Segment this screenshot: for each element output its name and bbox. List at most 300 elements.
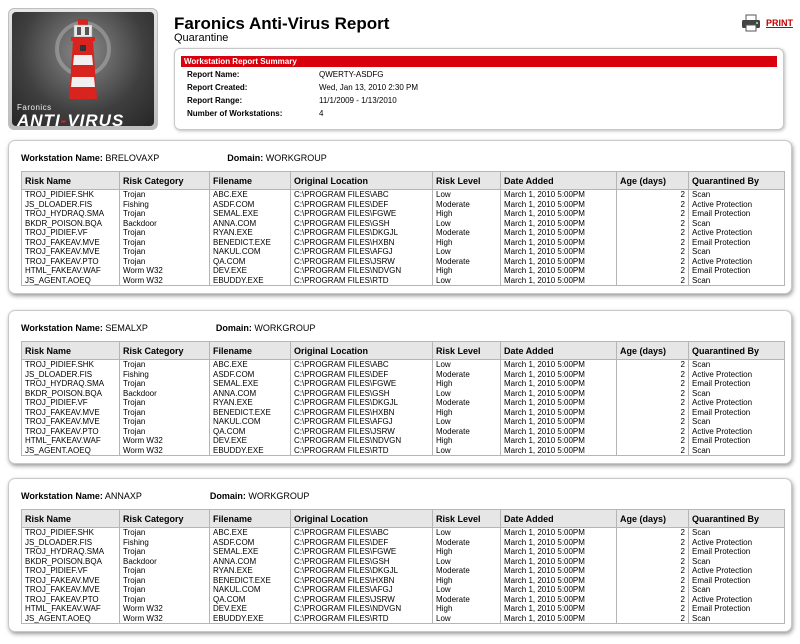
table-cell: March 1, 2010 5:00PM	[501, 276, 617, 286]
brand-main: ANTI	[17, 111, 61, 130]
table-row	[22, 595, 785, 605]
table-row	[22, 436, 785, 446]
table-cell: TROJ_FAKEAV.MVE	[22, 585, 120, 595]
table-cell: TROJ_FAKEAV.MVE	[22, 238, 120, 248]
table-cell: Backdoor	[120, 557, 210, 567]
column-header: Risk Category	[120, 510, 210, 528]
brand-product-name	[17, 111, 124, 130]
table-cell: Backdoor	[120, 219, 210, 229]
table-cell: C:\PROGRAM FILES\HXBN	[291, 238, 433, 248]
workstation-header	[21, 153, 327, 163]
table-cell: Scan	[689, 446, 785, 456]
table-cell: 2	[617, 538, 689, 548]
table-cell: 2	[617, 417, 689, 427]
table-cell: March 1, 2010 5:00PM	[501, 238, 617, 248]
table-cell: ABC.EXE	[210, 360, 291, 370]
table-cell: Email Protection	[689, 238, 785, 248]
table-cell: 2	[617, 266, 689, 276]
table-row	[22, 360, 785, 370]
table-cell: SEMAL.EXE	[210, 547, 291, 557]
table-cell: C:\PROGRAM FILES\RTD	[291, 446, 433, 456]
report-summary	[174, 48, 784, 130]
table-cell: Scan	[689, 585, 785, 595]
table-cell: Trojan	[120, 247, 210, 257]
table-cell: TROJ_HYDRAQ.SMA	[22, 209, 120, 219]
table-cell: 2	[617, 360, 689, 370]
table-cell: March 1, 2010 5:00PM	[501, 614, 617, 624]
table-cell: C:\PROGRAM FILES\FGWE	[291, 547, 433, 557]
table-cell: Worm W32	[120, 604, 210, 614]
table-row	[22, 538, 785, 548]
table-cell: C:\PROGRAM FILES\JSRW	[291, 427, 433, 437]
table-cell: Scan	[689, 276, 785, 286]
table-cell: Moderate	[433, 200, 501, 210]
workstation-name: BRELOVAXP	[105, 153, 160, 163]
workstation-header	[21, 323, 315, 333]
table-cell: March 1, 2010 5:00PM	[501, 538, 617, 548]
table-cell: EBUDDY.EXE	[210, 614, 291, 624]
table-cell: TROJ_PIDIEF.SHK	[22, 528, 120, 538]
table-cell: Fishing	[120, 370, 210, 380]
table-cell: Moderate	[433, 398, 501, 408]
column-header: Original Location	[291, 342, 433, 360]
lighthouse-icon	[53, 15, 113, 103]
table-cell: Fishing	[120, 538, 210, 548]
table-cell: 2	[617, 557, 689, 567]
column-header: Filename	[210, 342, 291, 360]
column-header: Filename	[210, 172, 291, 190]
brand-separator: -	[60, 111, 68, 130]
table-cell: 2	[617, 436, 689, 446]
table-row	[22, 585, 785, 595]
table-header-row	[22, 342, 785, 360]
table-cell: 2	[617, 209, 689, 219]
summary-label: Report Range:	[187, 96, 243, 105]
table-cell: Backdoor	[120, 389, 210, 399]
column-header: Age (days)	[617, 172, 689, 190]
table-cell: ABC.EXE	[210, 528, 291, 538]
column-header: Risk Name	[22, 510, 120, 528]
summary-row	[187, 108, 323, 120]
table-cell: C:\PROGRAM FILES\GSH	[291, 389, 433, 399]
column-header: Quarantined By	[689, 510, 785, 528]
table-cell: TROJ_FAKEAV.MVE	[22, 417, 120, 427]
quarantine-table	[21, 509, 785, 624]
column-header: Original Location	[291, 172, 433, 190]
table-cell: Trojan	[120, 427, 210, 437]
table-cell: March 1, 2010 5:00PM	[501, 436, 617, 446]
summary-value: 4	[319, 109, 324, 118]
table-cell: Trojan	[120, 257, 210, 267]
table-cell: Moderate	[433, 257, 501, 267]
table-cell: Active Protection	[689, 200, 785, 210]
table-cell: March 1, 2010 5:00PM	[501, 604, 617, 614]
table-cell: High	[433, 379, 501, 389]
table-cell: March 1, 2010 5:00PM	[501, 446, 617, 456]
table-cell: QA.COM	[210, 257, 291, 267]
table-cell: TROJ_FAKEAV.MVE	[22, 247, 120, 257]
table-cell: Trojan	[120, 547, 210, 557]
domain-label: Domain:	[209, 491, 246, 501]
table-cell: BENEDICT.EXE	[210, 576, 291, 586]
brand-accent: VIRUS	[67, 111, 125, 130]
table-cell: Trojan	[120, 360, 210, 370]
table-cell: Trojan	[120, 566, 210, 576]
table-cell: C:\PROGRAM FILES\DKGJL	[291, 228, 433, 238]
table-cell: C:\PROGRAM FILES\DEF	[291, 200, 433, 210]
table-cell: Moderate	[433, 370, 501, 380]
table-cell: C:\PROGRAM FILES\RTD	[291, 614, 433, 624]
table-cell: 2	[617, 276, 689, 286]
table-row	[22, 389, 785, 399]
table-cell: March 1, 2010 5:00PM	[501, 200, 617, 210]
table-header-row	[22, 510, 785, 528]
domain-name: WORKGROUP	[265, 153, 327, 163]
table-cell: SEMAL.EXE	[210, 379, 291, 389]
printer-icon	[740, 14, 762, 32]
table-cell: C:\PROGRAM FILES\DEF	[291, 538, 433, 548]
quarantine-table	[21, 341, 785, 456]
table-cell: Trojan	[120, 585, 210, 595]
table-cell: TROJ_HYDRAQ.SMA	[22, 547, 120, 557]
table-row	[22, 257, 785, 267]
column-header: Date Added	[501, 172, 617, 190]
table-cell: 2	[617, 219, 689, 229]
table-cell: Worm W32	[120, 276, 210, 286]
table-cell: ANNA.COM	[210, 219, 291, 229]
summary-label: Number of Workstations:	[187, 109, 283, 118]
table-cell: Scan	[689, 360, 785, 370]
table-cell: March 1, 2010 5:00PM	[501, 408, 617, 418]
table-cell: BKDR_POISON.BQA	[22, 219, 120, 229]
quarantine-table	[21, 171, 785, 286]
table-row	[22, 238, 785, 248]
table-cell: March 1, 2010 5:00PM	[501, 209, 617, 219]
table-cell: TROJ_PIDIEF.SHK	[22, 360, 120, 370]
table-cell: C:\PROGRAM FILES\AFGJ	[291, 417, 433, 427]
table-cell: C:\PROGRAM FILES\NDVGN	[291, 436, 433, 446]
table-cell: C:\PROGRAM FILES\GSH	[291, 219, 433, 229]
table-row	[22, 446, 785, 456]
table-cell: 2	[617, 398, 689, 408]
column-header: Risk Name	[22, 342, 120, 360]
domain-name: WORKGROUP	[254, 323, 316, 333]
table-cell: JS_AGENT.AOEQ	[22, 614, 120, 624]
table-cell: Scan	[689, 417, 785, 427]
table-cell: JS_AGENT.AOEQ	[22, 276, 120, 286]
table-cell: High	[433, 266, 501, 276]
table-cell: Low	[433, 614, 501, 624]
table-cell: Worm W32	[120, 436, 210, 446]
table-cell: Trojan	[120, 190, 210, 200]
table-cell: 2	[617, 257, 689, 267]
table-cell: Trojan	[120, 398, 210, 408]
table-cell: HTML_FAKEAV.WAF	[22, 436, 120, 446]
table-cell: Email Protection	[689, 547, 785, 557]
table-cell: QA.COM	[210, 595, 291, 605]
workstation-label: Workstation Name:	[21, 323, 103, 333]
table-row	[22, 576, 785, 586]
table-row	[22, 247, 785, 257]
table-cell: C:\PROGRAM FILES\DKGJL	[291, 566, 433, 576]
table-cell: C:\PROGRAM FILES\NDVGN	[291, 266, 433, 276]
table-cell: March 1, 2010 5:00PM	[501, 595, 617, 605]
table-cell: TROJ_FAKEAV.MVE	[22, 408, 120, 418]
table-cell: Trojan	[120, 528, 210, 538]
table-cell: March 1, 2010 5:00PM	[501, 228, 617, 238]
table-cell: 2	[617, 585, 689, 595]
table-cell: Moderate	[433, 538, 501, 548]
table-cell: Email Protection	[689, 379, 785, 389]
table-cell: Moderate	[433, 566, 501, 576]
table-cell: C:\PROGRAM FILES\ABC	[291, 528, 433, 538]
table-cell: High	[433, 547, 501, 557]
table-cell: March 1, 2010 5:00PM	[501, 427, 617, 437]
table-cell: 2	[617, 528, 689, 538]
table-cell: March 1, 2010 5:00PM	[501, 190, 617, 200]
table-cell: March 1, 2010 5:00PM	[501, 576, 617, 586]
table-cell: NAKUL.COM	[210, 417, 291, 427]
column-header: Risk Level	[433, 342, 501, 360]
table-cell: BKDR_POISON.BQA	[22, 389, 120, 399]
table-cell: C:\PROGRAM FILES\FGWE	[291, 209, 433, 219]
workstation-panel	[8, 310, 792, 464]
summary-label: Report Name:	[187, 70, 240, 79]
table-row	[22, 528, 785, 538]
column-header: Risk Category	[120, 172, 210, 190]
table-cell: Email Protection	[689, 436, 785, 446]
table-cell: TROJ_PIDIEF.VF	[22, 566, 120, 576]
table-cell: 2	[617, 247, 689, 257]
table-cell: Trojan	[120, 238, 210, 248]
workstation-name: SEMALXP	[105, 323, 148, 333]
workstation-name: ANNAXP	[104, 491, 142, 501]
table-cell: Email Protection	[689, 604, 785, 614]
table-header-row	[22, 172, 785, 190]
table-cell: Trojan	[120, 228, 210, 238]
table-cell: HTML_FAKEAV.WAF	[22, 266, 120, 276]
table-cell: March 1, 2010 5:00PM	[501, 566, 617, 576]
report-title: Faronics Anti-Virus Report	[174, 14, 390, 33]
table-cell: 2	[617, 547, 689, 557]
table-cell: March 1, 2010 5:00PM	[501, 389, 617, 399]
table-cell: March 1, 2010 5:00PM	[501, 547, 617, 557]
workstation-panel	[8, 140, 792, 294]
table-cell: 2	[617, 446, 689, 456]
table-cell: TROJ_PIDIEF.VF	[22, 228, 120, 238]
domain-name: WORKGROUP	[248, 491, 310, 501]
table-cell: TROJ_HYDRAQ.SMA	[22, 379, 120, 389]
table-cell: C:\PROGRAM FILES\ABC	[291, 190, 433, 200]
column-header: Quarantined By	[689, 172, 785, 190]
table-cell: Low	[433, 190, 501, 200]
workstation-label: Workstation Name:	[21, 153, 103, 163]
table-cell: 2	[617, 576, 689, 586]
workstation-panel	[8, 478, 792, 632]
table-cell: ANNA.COM	[210, 389, 291, 399]
table-cell: High	[433, 576, 501, 586]
table-cell: EBUDDY.EXE	[210, 276, 291, 286]
table-cell: March 1, 2010 5:00PM	[501, 379, 617, 389]
table-cell: Scan	[689, 528, 785, 538]
table-cell: JS_DLOADER.FIS	[22, 538, 120, 548]
table-cell: TROJ_FAKEAV.PTO	[22, 595, 120, 605]
table-cell: Worm W32	[120, 446, 210, 456]
workstation-label: Workstation Name:	[21, 491, 103, 501]
table-cell: C:\PROGRAM FILES\HXBN	[291, 576, 433, 586]
table-cell: DEV.EXE	[210, 436, 291, 446]
table-cell: C:\PROGRAM FILES\NDVGN	[291, 604, 433, 614]
table-row	[22, 266, 785, 276]
table-cell: Email Protection	[689, 576, 785, 586]
table-cell: Active Protection	[689, 595, 785, 605]
table-cell: Low	[433, 219, 501, 229]
table-cell: SEMAL.EXE	[210, 209, 291, 219]
table-cell: Email Protection	[689, 209, 785, 219]
table-cell: NAKUL.COM	[210, 585, 291, 595]
table-cell: Email Protection	[689, 266, 785, 276]
table-row	[22, 547, 785, 557]
table-cell: Low	[433, 417, 501, 427]
table-cell: JS_DLOADER.FIS	[22, 370, 120, 380]
table-cell: TROJ_FAKEAV.PTO	[22, 427, 120, 437]
table-cell: Low	[433, 276, 501, 286]
table-row	[22, 209, 785, 219]
table-cell: C:\PROGRAM FILES\ABC	[291, 360, 433, 370]
domain-label: Domain:	[227, 153, 264, 163]
table-row	[22, 228, 785, 238]
table-cell: 2	[617, 566, 689, 576]
table-cell: TROJ_PIDIEF.VF	[22, 398, 120, 408]
table-cell: Trojan	[120, 209, 210, 219]
table-cell: Moderate	[433, 228, 501, 238]
table-cell: RYAN.EXE	[210, 566, 291, 576]
table-cell: Worm W32	[120, 266, 210, 276]
print-button[interactable]	[740, 14, 793, 32]
table-cell: Active Protection	[689, 566, 785, 576]
column-header: Original Location	[291, 510, 433, 528]
table-cell: March 1, 2010 5:00PM	[501, 557, 617, 567]
table-cell: Active Protection	[689, 228, 785, 238]
table-cell: Scan	[689, 247, 785, 257]
table-cell: March 1, 2010 5:00PM	[501, 370, 617, 380]
table-cell: ASDF.COM	[210, 200, 291, 210]
table-cell: Fishing	[120, 200, 210, 210]
table-cell: Low	[433, 389, 501, 399]
table-cell: ASDF.COM	[210, 538, 291, 548]
table-cell: Active Protection	[689, 257, 785, 267]
table-row	[22, 276, 785, 286]
summary-row	[187, 95, 397, 107]
column-header: Risk Name	[22, 172, 120, 190]
table-cell: TROJ_PIDIEF.SHK	[22, 190, 120, 200]
summary-value: QWERTY-ASDFG	[319, 70, 384, 79]
table-cell: ABC.EXE	[210, 190, 291, 200]
table-cell: Trojan	[120, 595, 210, 605]
table-cell: High	[433, 408, 501, 418]
table-cell: C:\PROGRAM FILES\DKGJL	[291, 398, 433, 408]
column-header: Risk Level	[433, 510, 501, 528]
column-header: Risk Category	[120, 342, 210, 360]
table-cell: March 1, 2010 5:00PM	[501, 257, 617, 267]
table-cell: QA.COM	[210, 427, 291, 437]
summary-value: 11/1/2009 - 1/13/2010	[319, 96, 397, 105]
table-cell: 2	[617, 389, 689, 399]
table-cell: Scan	[689, 190, 785, 200]
table-cell: C:\PROGRAM FILES\AFGJ	[291, 585, 433, 595]
column-header: Age (days)	[617, 342, 689, 360]
table-cell: Moderate	[433, 595, 501, 605]
table-cell: Trojan	[120, 408, 210, 418]
table-cell: Active Protection	[689, 538, 785, 548]
table-cell: 2	[617, 379, 689, 389]
table-cell: March 1, 2010 5:00PM	[501, 266, 617, 276]
table-row	[22, 370, 785, 380]
table-cell: NAKUL.COM	[210, 247, 291, 257]
table-row	[22, 398, 785, 408]
table-cell: JS_DLOADER.FIS	[22, 200, 120, 210]
table-cell: Active Protection	[689, 370, 785, 380]
table-row	[22, 408, 785, 418]
table-cell: 2	[617, 427, 689, 437]
domain-label: Domain:	[215, 323, 252, 333]
summary-label: Report Created:	[187, 83, 248, 92]
table-row	[22, 219, 785, 229]
table-cell: RYAN.EXE	[210, 398, 291, 408]
column-header: Date Added	[501, 342, 617, 360]
table-cell: 2	[617, 228, 689, 238]
table-cell: Scan	[689, 219, 785, 229]
table-row	[22, 604, 785, 614]
brand-small-text: Faronics	[17, 103, 52, 112]
table-cell: BKDR_POISON.BQA	[22, 557, 120, 567]
table-cell: High	[433, 604, 501, 614]
table-cell: C:\PROGRAM FILES\RTD	[291, 276, 433, 286]
table-cell: BENEDICT.EXE	[210, 238, 291, 248]
table-cell: Low	[433, 247, 501, 257]
table-cell: 2	[617, 200, 689, 210]
table-cell: DEV.EXE	[210, 604, 291, 614]
table-cell: Scan	[689, 557, 785, 567]
table-cell: March 1, 2010 5:00PM	[501, 247, 617, 257]
table-cell: BENEDICT.EXE	[210, 408, 291, 418]
table-cell: Moderate	[433, 427, 501, 437]
table-cell: Email Protection	[689, 408, 785, 418]
report-subtitle: Quarantine	[174, 32, 229, 44]
summary-row	[187, 69, 383, 81]
workstation-header	[21, 491, 309, 501]
column-header: Risk Level	[433, 172, 501, 190]
table-cell: High	[433, 436, 501, 446]
table-cell: ASDF.COM	[210, 370, 291, 380]
table-cell: 2	[617, 238, 689, 248]
table-cell: DEV.EXE	[210, 266, 291, 276]
print-link[interactable]: PRINT	[766, 18, 793, 28]
table-cell: 2	[617, 614, 689, 624]
table-cell: EBUDDY.EXE	[210, 446, 291, 456]
table-cell: High	[433, 238, 501, 248]
table-row	[22, 417, 785, 427]
table-row	[22, 379, 785, 389]
table-cell: TROJ_FAKEAV.MVE	[22, 576, 120, 586]
table-cell: 2	[617, 595, 689, 605]
table-cell: C:\PROGRAM FILES\FGWE	[291, 379, 433, 389]
table-row	[22, 190, 785, 200]
table-cell: March 1, 2010 5:00PM	[501, 360, 617, 370]
table-row	[22, 614, 785, 624]
table-cell: Active Protection	[689, 427, 785, 437]
table-cell: RYAN.EXE	[210, 228, 291, 238]
